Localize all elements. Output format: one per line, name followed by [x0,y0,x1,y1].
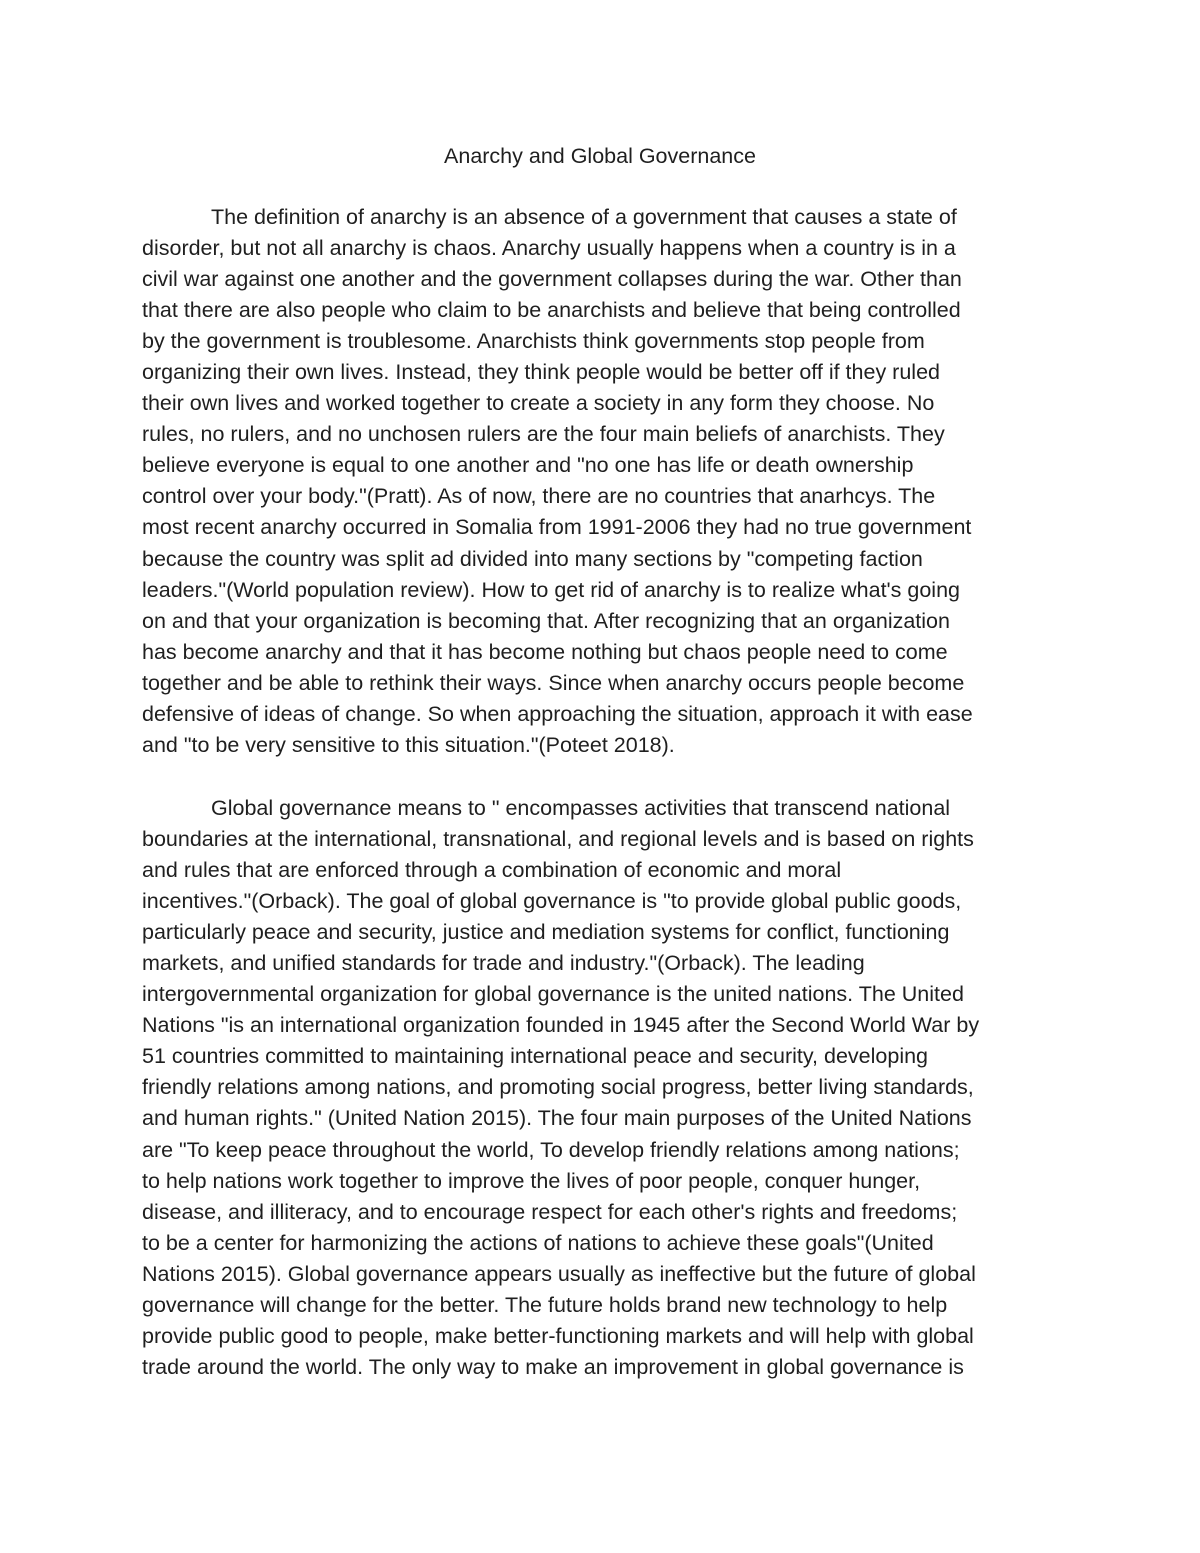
paragraph-line: rules, no rulers, and no unchosen rulers are the four main beliefs of anarchists. They [142,422,945,447]
paragraph-line: organizing their own lives. Instead, they think people would be better off if they ruled [142,360,940,385]
paragraph-line: 51 countries committed to maintaining international peace and security, developing [142,1044,929,1069]
paragraph-line: incentives."(Orback). The goal of global governance is "to provide global public goods, [142,889,962,914]
paragraph-line: disorder, but not all anarchy is chaos. Anarchy usually happens when a country is in a [142,236,956,261]
paragraph-line: together and be able to rethink their ways. Since when anarchy occurs people become [142,670,965,695]
paragraph-line: and rules that are enforced through a combination of economic and moral [142,858,842,883]
paragraph-line: boundaries at the international, transnational, and regional levels and is based on rights [142,827,974,852]
paragraph-line: provide public good to people, make better-functioning markets and will help with global [142,1323,974,1348]
paragraph-line: most recent anarchy occurred in Somalia from 1991-2006 they had no true government [142,515,972,540]
paragraph-line: defensive of ideas of change. So when approaching the situation, approach it with ease [142,701,973,726]
paragraph-line: control over your body."(Pratt). As of now, there are no countries that anarhcys. The [142,484,936,509]
paragraph-line: Global governance means to " encompasses activities that transcend national [211,796,951,820]
paragraph-anarchy [142,202,1062,761]
paragraph-line: civil war against one another and the government collapses during the war. Other than [142,267,962,292]
paragraph-line: disease, and illiteracy, and to encourage respect for each other's rights and freedoms; [142,1199,958,1224]
paragraph-line: Nations "is an international organization founded in 1945 after the Second World War by [142,1013,980,1038]
paragraph-line: markets, and unified standards for trade and industry."(Orback). The leading [142,951,865,976]
paragraph-line: has become anarchy and that it has become nothing but chaos people need to come [142,639,948,664]
paragraph-line: friendly relations among nations, and promoting social progress, better living standards, [142,1075,974,1100]
paragraph-line: The definition of anarchy is an absence of a government that causes a state of [211,205,957,229]
paragraph-line: trade around the world. The only way to make an improvement in global governance is [142,1354,964,1379]
paragraph-line: governance will change for the better. The future holds brand new technology to help [142,1292,948,1317]
paragraph-line: are "To keep peace throughout the world, To develop friendly relations among nations; [142,1137,960,1162]
paragraph-line: leaders."(World population review). How to get rid of anarchy is to realize what's going [142,577,960,602]
paragraph-line: intergovernmental organization for global governance is the united nations. The United [142,982,964,1007]
paragraph-line: to help nations work together to improve the lives of poor people, conquer hunger, [142,1168,921,1193]
paragraph-line: and "to be very sensitive to this situation."(Poteet 2018). [142,732,675,757]
paragraph-line: Nations 2015). Global governance appears usually as ineffective but the future of global [142,1261,976,1286]
paragraph-line: to be a center for harmonizing the actions of nations to achieve these goals"(United [142,1230,934,1255]
paragraph-line: because the country was split ad divided into many sections by "competing faction [142,546,923,571]
paragraph-line: particularly peace and security, justice and mediation systems for conflict, functioning [142,920,950,945]
paragraph-line: by the government is troublesome. Anarchists think governments stop people from [142,329,925,354]
paragraph-line: and human rights." (United Nation 2015). The four main purposes of the United Nations [142,1106,972,1131]
paragraph-line: believe everyone is equal to one another and "no one has life or death ownership [142,453,914,478]
paragraph-global-governance [142,793,1062,1383]
paragraph-line: that there are also people who claim to be anarchists and believe that being controlled [142,298,961,323]
paragraph-line: their own lives and worked together to create a society in any form they choose. No [142,391,935,416]
document-title: Anarchy and Global Governance [444,144,756,168]
paragraph-line: on and that your organization is becoming that. After recognizing that an organization [142,608,950,633]
